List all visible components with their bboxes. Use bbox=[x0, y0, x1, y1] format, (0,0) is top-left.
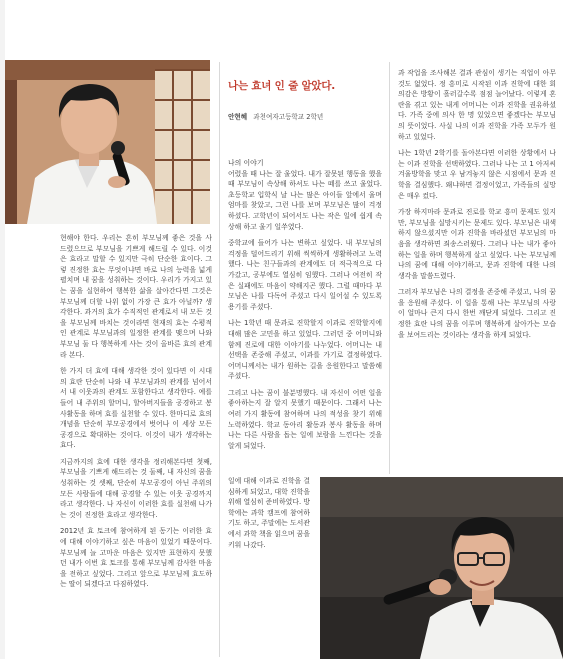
col3-paragraph: 나는 1학년 2학기를 돌아본다면 이러한 상황에서 나는 이과 진학을 선택하였다. 그러나 나는 고 1 아저씨 겨울방학을 맞고 우 남겨놓지 않은 시점에서 문과 진학을 결심했다. 왜냐하면 결정이었고, 가족들의 실망은 매우 컸다. bbox=[398, 149, 556, 200]
student-photo-bottom-illustration bbox=[320, 477, 563, 659]
col2-paragraph: 그리고 나는 꿈이 불분명했다. 내 자신이 어떤 일을 좋아하는지 잘 알지 못했기 때문이다. 그래서 나는 여러 가지 활동에 참여하며 나의 적성을 찾기 위해 노력하였다. 학교 동아리 활동과 봉사 활동을 하며 나는 다른 사람을 돕는 일에 보람을 느낀다는 것을 알게 되었다. bbox=[228, 388, 382, 450]
author-affiliation: 과천여자고등학교 2학년 bbox=[253, 113, 324, 121]
article-column-2 bbox=[228, 158, 382, 474]
col2-paragraph: 나는 1학년 때 문과로 진학할지 이과로 진학할지에 대해 많은 고민을 하고 있었다. 그러던 중 어머니와 함께 진로에 대한 이야기를 나누었다. 어머니는 내 선택을 존중해 주셨고, 이과를 가기로 결정하였다. 어머니께서는 내가 원하는 길을 응원한다고 말씀해 주셨다. bbox=[228, 319, 382, 381]
student-photo-top bbox=[5, 60, 210, 224]
col3-paragraph: 그러자 부모님은 나의 결정을 존중해 주셨고, 나의 꿈을 응원해 주셨다. 이 일을 통해 나는 부모님의 사랑이 얼마나 큰지 다시 한번 깨닫게 되었다. 그리고 진정한 효란 나의 꿈을 이루며 행복하게 살아가는 모습을 보여드리는 것이라는 생각을 하게 되었다. bbox=[398, 288, 556, 339]
student-photo-bottom bbox=[320, 477, 563, 659]
col2-paragraph: 중학교에 들어가 나는 변하고 싶었다. 내 부모님의 걱정을 덜어드리기 위해 씩씩하게 생활하려고 노력했다. 나는 친구들과의 관계에도 더 적극적으로 다가갔고, 공부에도 열심히 임했다. 그러나 여전히 작은 실패에도 마음이 약해지곤 했다. 그럴 때마다 부모님은 나를 다독여 주셨고 다시 일어설 수 있도록 용기를 주셨다. bbox=[228, 239, 382, 311]
section-heading: 나의 이야기 bbox=[228, 159, 264, 167]
col1-paragraph: 2012년 효 토크에 참여하게 된 동기는 이러한 효에 대해 이야기하고 싶은 마음이 있었기 때문이다. 부모님께 늘 고마운 마음은 있지만 표현하지 못했던 내가 이번 효 토크를 통해 부모님께 감사한 마음을 전하고 싶었다. 그리고 앞으로 부모님께 효도하는 딸이 되겠다고 다짐하였다. bbox=[60, 527, 212, 589]
col3-paragraph: 과 작업을 조사해본 결과 관심이 생기는 직업이 아무것도 없었다. 정 흥미로 시작된 이과 진학에 대한 회의감은 방황이 흘러갈수록 점점 늘어났다. 이렇게 혼란을 겪고 있는 내게 어머니는 이과 진학을 권유하셨다. 가족 중에 의사 한 명 있었으면 좋겠다는 부모님의 뜻이었다. 사실 나의 이과 진학을 가족 모두가 원하고 있었다. bbox=[398, 69, 556, 141]
author-name: 안현혜 bbox=[228, 113, 248, 121]
column-divider-1 bbox=[219, 62, 220, 657]
col1-paragraph: 지금까지의 효에 대한 생각을 정리해본다면 첫째, 부모님을 기쁘게 해드리는 것 둘째, 내 자신의 꿈을 성취하는 것 셋째, 단순히 부모공경이 아닌 주위의 모든 사람들에 대해 공경할 수 있는 이웃 공경까지 라고 생각한다. 나 자신이 이러한 효를 실천해 나가는 것이 진정한 효라고 생각한다. bbox=[60, 457, 212, 519]
col2-paragraph: 어렸을 때 나는 잘 울었다. 내가 잘못된 행동을 했을 때 부모님이 속상해 하셔도 나는 떼를 쓰고 울었다. 초등학교 입학식 날 나는 많은 아이들 앞에서 울며 엄마를 찾았고, 그런 나를 보며 부모님은 많이 걱정하셨다. 고학년이 되어서도 나는 작은 일에 쉽게 속상해 하고 울기 일쑤였다. bbox=[228, 169, 382, 231]
article-column-3 bbox=[398, 68, 556, 468]
column-divider-2 bbox=[389, 62, 390, 474]
student-photo-top-illustration bbox=[5, 60, 210, 224]
article-column-2-continued bbox=[228, 476, 310, 656]
col1-paragraph: 현해야 한다. 우리는 흔히 부모님께 좋은 것을 사 드렸으므로 부모님을 기쁘게 해드릴 수 있다. 이것은 효라고 말할 수 있지만 극히 단순한 효이다. 그렇 진정한 효는 무엇이냐면 바로 나의 능력을 넓게 펼치며 내 꿈을 성취하는 것이다. 우리가 가지고 있는 꿈을 실현하여 행복한 삶을 살아간다면 그것은 부모님께 더할 나위 없이 가장 큰 효가 아닐까? 생각한다. 과거의 효가 수직적인 관계로서 내 모든 것을 부모님께 바치는 것이라면 현재의 효는 수평적인 관계로 부모님과의 일정한 관계를 맺으며 나와 부모님 둘 다 행복하게 사는 것이 올바른 효의 관계라 본다. bbox=[60, 234, 212, 359]
col2b-paragraph: 일에 대해 이과로 진학을 결심하게 되었고, 대학 진학을 위해 열심히 준비하였다. 방학에는 과학 캠프에 참여하기도 하고, 주말에는 도서관에서 과학 책을 읽으며 꿈을 키워 나갔다. bbox=[228, 477, 310, 549]
byline bbox=[228, 111, 378, 121]
col3-paragraph: 가장 하지마라 문과로 진로를 학교 흥미 문제도 있지만, 부모님을 실망시키는 문제도 있다. 부모님은 내색하지 않으셨지만 이과 진학을 바라셨던 부모님의 마음을 생각하면 죄송스러웠다. 그러나 나는 내가 좋아하는 일을 하며 행복하게 살고 싶었다. 나는 부모님께 나의 꿈에 대해 이야기하고, 문과 진학에 대한 나의 생각을 말씀드렸다. bbox=[398, 208, 556, 280]
article-column-1 bbox=[60, 233, 212, 653]
col1-paragraph: 한 가지 더 효에 대해 생각한 것이 있다면 이 시대의 효란 단순히 나와 내 부모님과의 관계를 넘어서서 내 이웃과의 관계도 포함한다고 생각한다. 예를 들어 내 주위의 할머니, 할아버지들을 공경하고 봉사활동을 하며 효를 실천할 수 있다. 한마디로 효의 개념을 단순히 부모공경에서 벗어나 이 세상 모든 공경으로 확대하는 것이다. 이것이 내가 생각하는 효다. bbox=[60, 367, 212, 450]
article-title: 나는 효녀 인 줄 알았다. bbox=[228, 80, 336, 92]
